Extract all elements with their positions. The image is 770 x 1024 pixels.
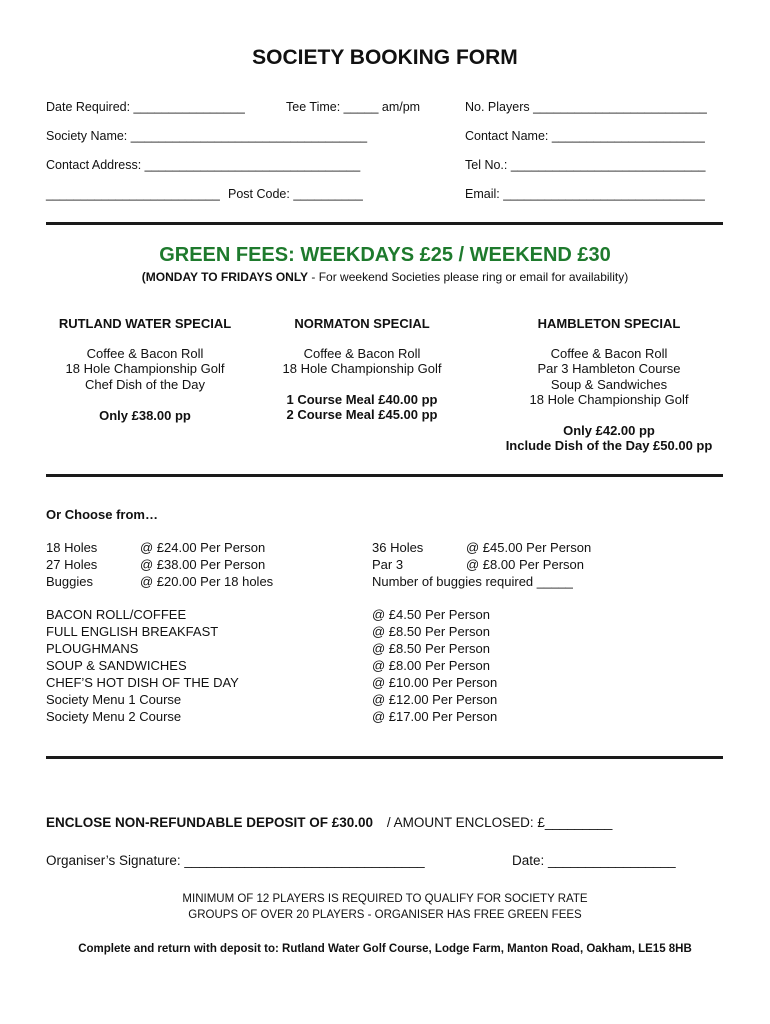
option-price: @ £45.00 Per Person	[466, 540, 592, 555]
signature-field[interactable]: Organiser’s Signature: ________________________________	[46, 853, 425, 868]
food-label: Society Menu 2 Course	[46, 709, 182, 724]
special-price: Only £38.00 pp	[99, 408, 191, 423]
tel-no-field[interactable]: Tel No.: ____________________________	[465, 158, 706, 172]
option-label: 27 Holes	[46, 557, 98, 572]
contact-address-field[interactable]: Contact Address: _______________________________	[46, 158, 361, 172]
special-title: NORMATON SPECIAL	[294, 316, 430, 331]
food-label: BACON ROLL/COFFEE	[46, 607, 187, 622]
special-item: 18 Hole Championship Golf	[529, 392, 689, 407]
special-hambleton	[494, 316, 724, 454]
food-label: FULL ENGLISH BREAKFAST	[46, 624, 219, 639]
deposit-line	[46, 815, 612, 830]
golf-options-labels	[46, 539, 97, 590]
special-rutland-water	[30, 316, 260, 424]
food-price: @ £4.50 Per Person	[372, 607, 490, 622]
special-item: Chef Dish of the Day	[85, 376, 205, 392]
tee-time-field[interactable]: Tee Time: _____ am/pm	[286, 100, 421, 114]
contact-name-field[interactable]: Contact Name: ______________________	[465, 129, 705, 143]
special-price: Include Dish of the Day £50.00 pp	[505, 438, 713, 453]
food-label: PLOUGHMANS	[46, 641, 139, 656]
special-item: Soup & Sandwiches	[550, 376, 668, 392]
special-normaton	[247, 316, 477, 423]
option-label: 36 Holes	[372, 540, 424, 555]
option-price: @ £24.00 Per Person	[140, 540, 266, 555]
option-label: 18 Holes	[46, 540, 98, 555]
special-item: 18 Hole Championship Golf	[65, 361, 225, 376]
green-fees-note-bold: (MONDAY TO FRIDAYS ONLY	[141, 270, 309, 284]
special-item: Coffee & Bacon Roll	[550, 345, 668, 361]
option-label: Buggies	[46, 574, 93, 589]
food-price: @ £8.00 Per Person	[372, 658, 490, 673]
min-players-note: MINIMUM OF 12 PLAYERS IS REQUIRED TO QUALIFY FOR SOCIETY RATE	[182, 893, 588, 905]
food-price: @ £12.00 Per Person	[372, 692, 498, 707]
divider	[46, 474, 723, 477]
return-address: Complete and return with deposit to: Rutland Water Golf Course, Lodge Farm, Manton Road, Oakham, LE15 8HB	[78, 943, 692, 955]
date-field[interactable]: Date: _________________	[512, 853, 676, 868]
divider	[46, 756, 723, 759]
golf-options-right-prices	[466, 539, 591, 573]
special-price: 2 Course Meal £45.00 pp	[286, 407, 438, 422]
amount-enclosed-field[interactable]: / AMOUNT ENCLOSED: £_________	[386, 815, 613, 830]
food-options-prices	[372, 606, 497, 725]
option-price: @ £8.00 Per Person	[466, 557, 584, 572]
special-price: Only £42.00 pp	[563, 422, 655, 438]
choose-heading: Or Choose from…	[46, 507, 158, 522]
no-players-field[interactable]: No. Players _________________________	[465, 100, 707, 114]
food-price: @ £17.00 Per Person	[372, 709, 498, 724]
golf-options-prices	[140, 539, 273, 590]
groups-note: GROUPS OF OVER 20 PLAYERS - ORGANISER HAS FREE GREEN FEES	[188, 909, 582, 921]
special-item: Coffee & Bacon Roll	[303, 345, 421, 361]
special-title: HAMBLETON SPECIAL	[537, 316, 681, 331]
food-price: @ £8.50 Per Person	[372, 641, 490, 656]
email-field[interactable]: Email: _____________________________	[465, 187, 705, 201]
food-options-labels	[46, 606, 239, 725]
buggies-required-field[interactable]: Number of buggies required _____	[372, 574, 573, 589]
food-price: @ £10.00 Per Person	[372, 675, 498, 690]
date-required-field[interactable]: Date Required: ________________	[46, 100, 245, 114]
address-line-field[interactable]: _________________________	[46, 187, 220, 201]
special-title: RUTLAND WATER SPECIAL	[58, 316, 232, 331]
food-label: Society Menu 1 Course	[46, 692, 182, 707]
green-fees-note-rest: - For weekend Societies please ring or email for availability)	[308, 270, 629, 284]
post-code-field[interactable]: Post Code: __________	[228, 187, 363, 201]
divider	[46, 222, 723, 225]
golf-options-right-labels	[372, 539, 423, 573]
special-item: 18 Hole Championship Golf	[282, 361, 442, 376]
special-item: Par 3 Hambleton Course	[537, 361, 681, 376]
form-title: SOCIETY BOOKING FORM	[252, 46, 518, 69]
society-name-field[interactable]: Society Name: __________________________________	[46, 129, 368, 143]
special-price: 1 Course Meal £40.00 pp	[286, 391, 438, 407]
deposit-text: ENCLOSE NON-REFUNDABLE DEPOSIT OF £30.00	[46, 815, 374, 830]
food-label: SOUP & SANDWICHES	[46, 658, 187, 673]
green-fees-heading: GREEN FEES: WEEKDAYS £25 / WEEKEND £30	[159, 244, 611, 266]
green-fees-note	[0, 270, 770, 284]
special-item: Coffee & Bacon Roll	[86, 345, 204, 361]
food-price: @ £8.50 Per Person	[372, 624, 490, 639]
option-price: @ £20.00 Per 18 holes	[140, 574, 274, 589]
option-price: @ £38.00 Per Person	[140, 557, 266, 572]
food-label: CHEF’S HOT DISH OF THE DAY	[46, 675, 239, 690]
option-label: Par 3	[372, 557, 404, 572]
